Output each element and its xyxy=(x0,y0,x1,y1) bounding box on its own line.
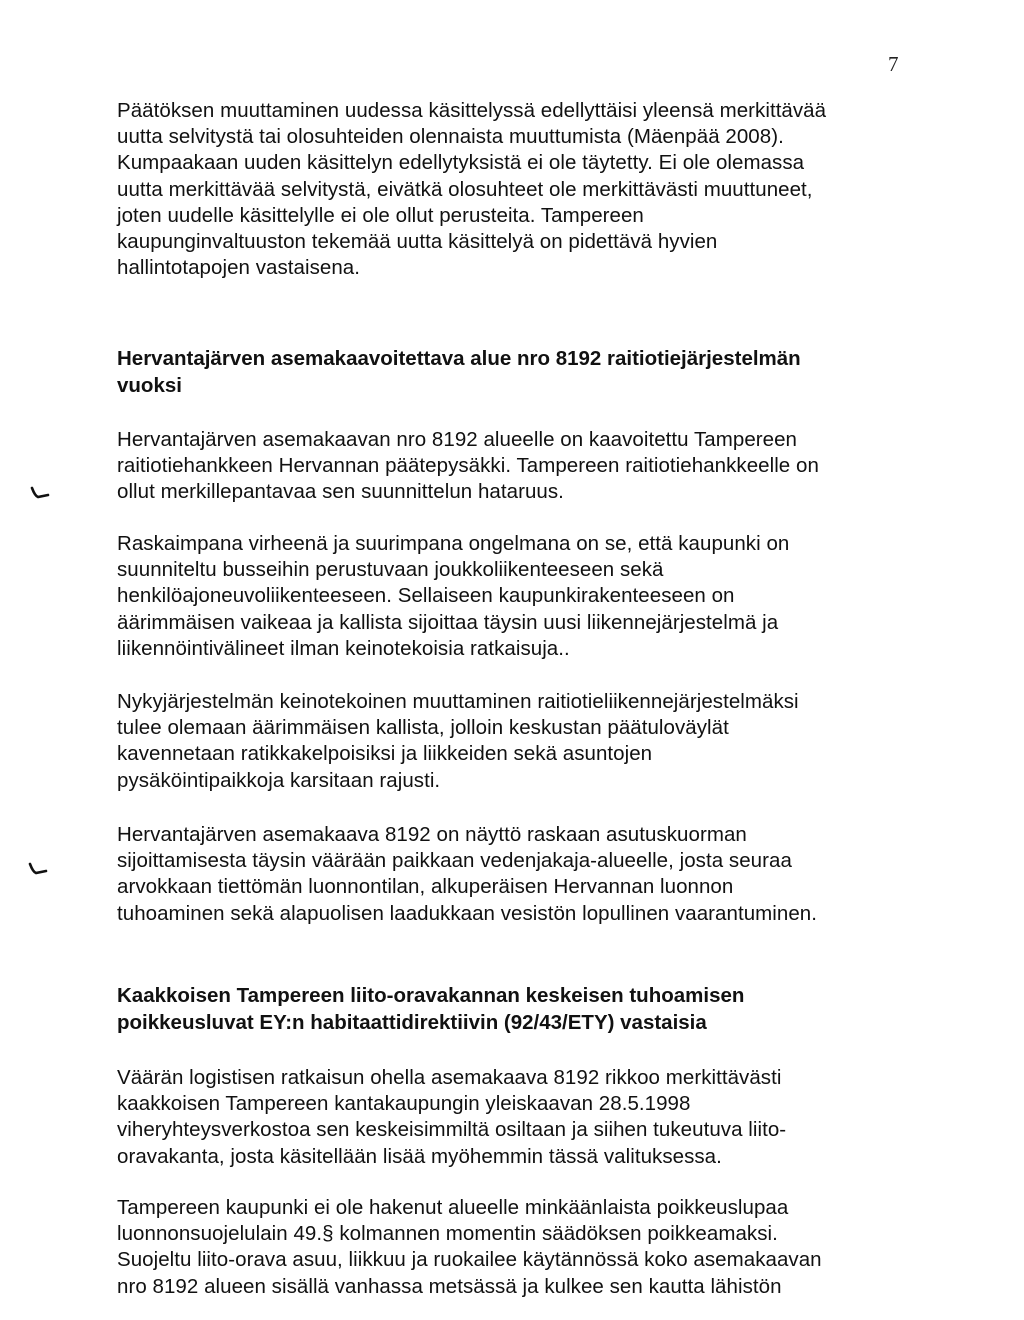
paragraph-main-error: Raskaimpana virheenä ja suurimpana ongelmana on se, että kaupunki on suunniteltu busseihin perustuvaan joukkoliikenteeseen sekä henkilöajoneuvoliikenteeseen. Sellaiseen kaupunkirakenteeseen on äärimmäisen vaikeaa ja kallista sijoittaa täysin uusi liikennejärjestelmä ja liikennöintivälineet ilman keinotekoisia ratkaisuja.. xyxy=(117,532,790,660)
paragraph-reconsideration: Päätöksen muuttaminen uudessa käsittelyssä edellyttäisi yleensä merkittävää uutta selvitystä tai olosuhteiden olennaista muuttumista (Mäenpää 2008). Kumpaakaan uuden käsittelyn edellytyksistä ei ole täytetty. Ei ole olemassa uutta merkittävää selvitystä, eivätkä olosuhteet ole merkittävästi muuttuneet, joten uudelle käsittelylle ei ole ollut perusteita. Tampereen kaupunginvaltuuston tekemää uutta käsittelyä on pidettävä hyvien hallintotapojen vastaisena. xyxy=(117,99,827,280)
paragraph-tram-terminus: Hervantajärven asemakaavan nro 8192 alueelle on kaavoitettu Tampereen raitiotiehankkeen Hervannan päätepysäkki. Tampereen raitiotiehankkeelle on ollut merkillepantavaa sen suunnittelun hataruus. xyxy=(117,428,819,504)
margin-check-mark xyxy=(30,486,50,500)
section-heading-flying-squirrel: Kaakkoisen Tampereen liito-oravakannan keskeisen tuhoamisen poikkeusluvat EY:n habitaattidirektiivin (92/43/ETY) vastaisia xyxy=(117,984,745,1034)
paragraph-system-change: Nykyjärjestelmän keinotekoinen muuttaminen raitiotieliikennejärjestelmäksi tulee olemaan äärimmäisen kallista, jolloin keskustan päätuloväylät kavennetaan ratikkakelpoisiksi ja liikkeiden sekä asuntojen pysäköintipaikkoja karsitaan rajusti. xyxy=(117,690,799,792)
margin-check-mark xyxy=(28,862,48,876)
paragraph-watershed: Hervantajärven asemakaava 8192 on näyttö raskaan asutuskuorman sijoittamisesta täysin väärään paikkaan vedenjakaja-alueelle, josta seuraa arvokkaan tiettömän luonnontilan, alkuperäisen Hervannan luonnon tuhoaminen sekä alapuolisen laadukkaan vesistön lopullinen vaarantuminen. xyxy=(117,823,817,925)
paragraph-green-network: Väärän logistisen ratkaisun ohella asemakaava 8192 rikkoo merkittävästi kaakkoisen Tampereen kantakaupungin yleiskaavan 28.5.1998 viheryhteysverkostoa sen keskeisimmiltä osiltaan ja siihen tukeutuva liito- oravakanta, josta käsitellään lisää myöhemmin tässä valituksessa. xyxy=(117,1066,787,1168)
section-heading-hervantajarvi: Hervantajärven asemakaavoitettava alue nro 8192 raitiotiejärjestelmän vuoksi xyxy=(117,347,801,397)
paragraph-exemption-permit: Tampereen kaupunki ei ole hakenut alueelle minkäänlaista poikkeuslupaa luonnonsuojelulain 49.§ kolmannen momentin säädöksen poikkeamaksi. Suojeltu liito-orava asuu, liikkuu ja ruokailee käytännössä koko asemakaavan nro 8192 alueen sisällä vanhassa metsässä ja kulkee sen kautta lähistön xyxy=(117,1196,822,1298)
page-number: 7 xyxy=(888,52,899,76)
